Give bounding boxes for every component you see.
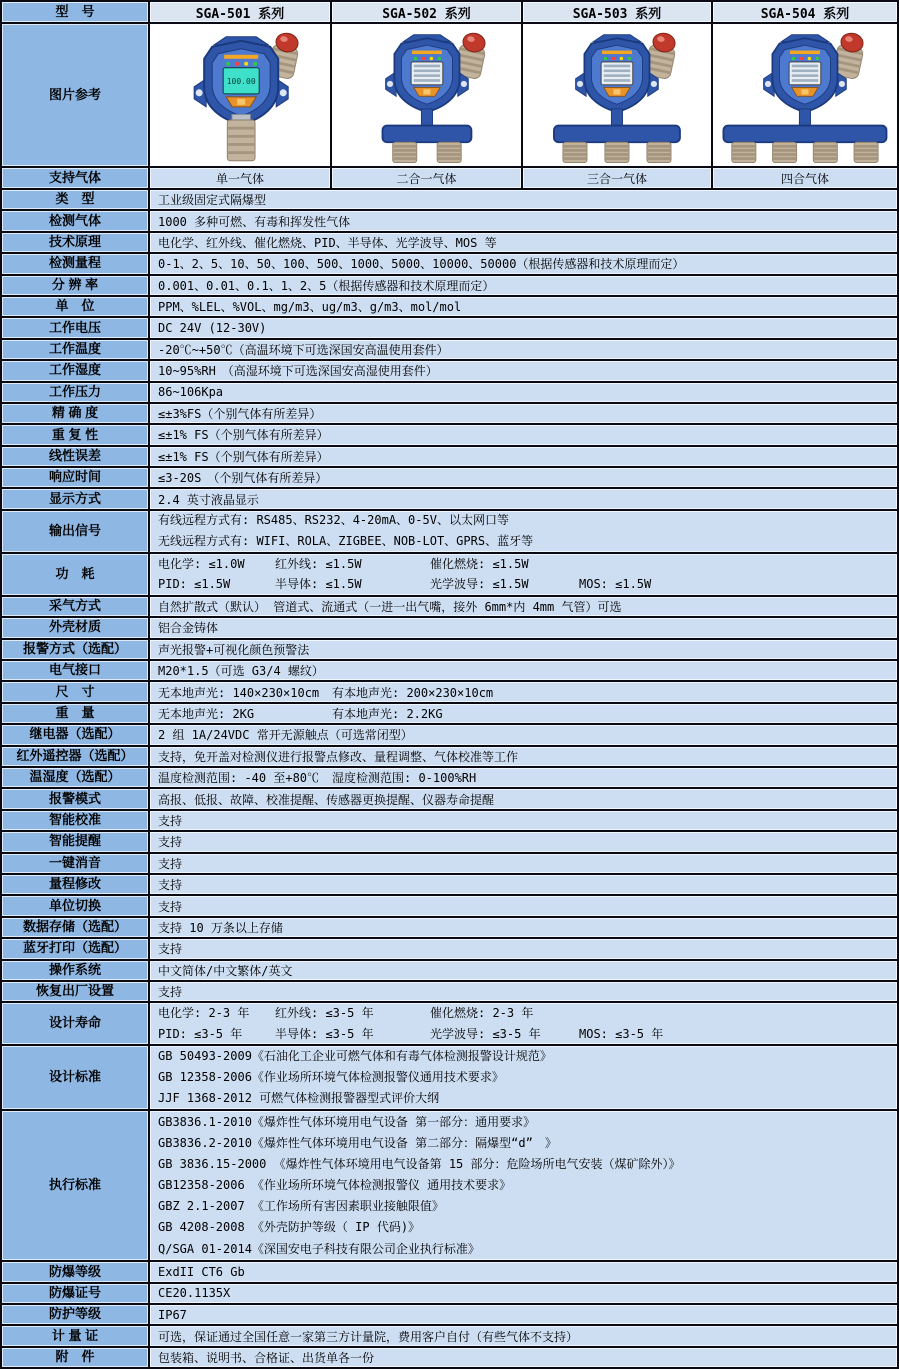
spec-row: [2, 509, 897, 552]
spec-value: [148, 982, 897, 1001]
spec-value: [148, 425, 897, 444]
spec-row: [2, 466, 897, 487]
supported-gas-value: 三合一气体: [521, 168, 711, 188]
spec-value: [148, 1111, 897, 1260]
spec-col: MOS: ≤1.5W: [579, 577, 652, 592]
spec-row: [2, 680, 897, 701]
spec-value: [148, 318, 897, 337]
spec-value: [148, 1305, 897, 1324]
spec-label: 蓝牙打印（选配）: [2, 939, 148, 958]
spec-text: 0-1、2、5、10、50、100、500、1000、5000、10000、50000（根据传感器和技术原理而定）: [158, 257, 685, 272]
spec-row: [2, 980, 897, 1001]
spec-col: 电化学: 2-3 年: [158, 1006, 250, 1021]
spec-row: [2, 423, 897, 444]
spec-line: GB3836.2-2010《爆炸性气体环境用电气设备 第二部分：隔爆型“d” 》: [158, 1136, 557, 1151]
spec-value: [148, 918, 897, 937]
spec-label: 温湿度（选配）: [2, 768, 148, 787]
spec-label: 类 型: [2, 190, 148, 209]
spec-value: [148, 811, 897, 830]
spec-row: [2, 745, 897, 766]
spec-row: [2, 359, 897, 380]
spec-text: ≤3-20S （个别气体有所差异）: [158, 471, 328, 486]
supported-gas-value: 四合气体: [711, 168, 897, 188]
spec-col: 光学波导: ≤1.5W: [430, 577, 529, 592]
spec-text: M20*1.5（可选 G3/4 螺纹）: [158, 664, 324, 679]
spec-line: 无线远程方式有: WIFI、ROLA、ZIGBEE、NOB-LOT、GPRS、蓝牙等: [158, 534, 534, 549]
spec-value: [148, 961, 897, 980]
spec-row: [2, 873, 897, 894]
spec-value: [148, 618, 897, 637]
spec-value: [148, 875, 897, 894]
spec-text: 支持: [158, 856, 183, 871]
spec-label: 一键消音: [2, 854, 148, 873]
spec-label: 防爆证号: [2, 1284, 148, 1303]
spec-row: [2, 809, 897, 830]
spec-row: [2, 445, 897, 466]
spec-row: [2, 830, 897, 851]
spec-text: 10~95%RH （高湿环境下可选深国安高湿使用套件）: [158, 364, 438, 379]
spec-part: 温度检测范围: -40 至+80℃: [158, 771, 320, 786]
image-row-label: 图片参考: [2, 24, 148, 166]
spec-col: 红外线: ≤1.5W: [275, 556, 362, 571]
spec-col-line: [158, 554, 897, 574]
spec-row: [2, 295, 897, 316]
spec-row: [2, 487, 897, 508]
spec-row: [2, 1109, 897, 1260]
gas-detector-three-sensor-image: [521, 24, 711, 166]
spec-row: [2, 316, 897, 337]
spec-value: [148, 361, 897, 380]
spec-label: 设计寿命: [2, 1003, 148, 1044]
spec-label: 功 耗: [2, 554, 148, 595]
spec-value: [148, 1326, 897, 1345]
spec-label: 计 量 证: [2, 1326, 148, 1345]
spec-parts: [158, 769, 897, 786]
svg-text:100.00: 100.00: [226, 76, 256, 86]
series-header: SGA-504 系列: [711, 2, 897, 22]
spec-text: 铝合金铸体: [158, 621, 219, 636]
spec-row: [2, 787, 897, 808]
spec-value: [148, 768, 897, 787]
spec-value: [148, 939, 897, 958]
spec-text: 支持: [158, 835, 183, 850]
spec-label: 工作压力: [2, 383, 148, 402]
spec-text: CE20.1135X: [158, 1286, 231, 1301]
spec-text: 工业级固定式隔爆型: [158, 193, 267, 208]
spec-col: 催化燃烧: 2-3 年: [430, 1006, 534, 1021]
spec-value: [148, 297, 897, 316]
spec-label: 单位切换: [2, 896, 148, 915]
spec-col-line: [158, 1003, 897, 1023]
spec-line: GBZ 2.1-2007 《工作场所有害因素职业接触限值》: [158, 1199, 444, 1214]
spec-label: 工作湿度: [2, 361, 148, 380]
spec-value: [148, 511, 897, 552]
spec-text: 支持 10 万条以上存储: [158, 920, 283, 935]
spec-line: GB 4208-2008 《外壳防护等级（ IP 代码)》: [158, 1220, 421, 1235]
spec-text: DC 24V (12-30V): [158, 321, 267, 336]
spec-label: 精 确 度: [2, 404, 148, 423]
spec-text: 高报、低报、故障、校准提醒、传感器更换提醒、仪器寿命提醒: [158, 792, 495, 807]
spec-value: [148, 1348, 897, 1367]
spec-row: [2, 959, 897, 980]
spec-value: [148, 704, 897, 723]
spec-col: PID: ≤1.5W: [158, 577, 231, 592]
spec-col: PID: ≤3-5 年: [158, 1026, 243, 1041]
spec-label: 恢复出厂设置: [2, 982, 148, 1001]
spec-row: [2, 1044, 897, 1109]
spec-text: 1000 多种可燃、有毒和挥发性气体: [158, 214, 351, 229]
spec-text: 支持，免开盖对检测仪进行报警点修改、量程调整、气体校准等工作: [158, 749, 519, 764]
spec-label: 单 位: [2, 297, 148, 316]
spec-row: [2, 1346, 897, 1367]
spec-value: [148, 854, 897, 873]
spec-parts: [158, 705, 897, 722]
spec-text: ExdII CT6 Gb: [158, 1264, 245, 1279]
spec-part: 湿度检测范围: 0-100%RH: [332, 771, 477, 786]
spec-row: [2, 188, 897, 209]
spec-text: PPM、%LEL、%VOL、mg/m3、ug/m3、g/m3、mol/mol: [158, 300, 462, 315]
spec-row: [2, 659, 897, 680]
spec-line: 有线远程方式有: RS485、RS232、4-20mA、0-5V、以太网口等: [158, 513, 509, 528]
spec-text: 中文简体/中文繁体/英文: [158, 963, 293, 978]
spec-label: 继电器（选配）: [2, 725, 148, 744]
spec-value: [148, 254, 897, 273]
spec-label: 防护等级: [2, 1305, 148, 1324]
spec-text: 0.001、0.01、0.1、1、2、5（根据传感器和技术原理而定）: [158, 278, 495, 293]
spec-row: [2, 702, 897, 723]
spec-label: 防爆等级: [2, 1262, 148, 1281]
spec-value: [148, 1284, 897, 1303]
spec-col-line: [158, 574, 897, 594]
spec-row: [2, 552, 897, 595]
spec-col: 光学波导: ≤3-5 年: [430, 1026, 541, 1041]
spec-parts: [158, 684, 897, 701]
spec-value: [148, 447, 897, 466]
spec-text: 自然扩散式（默认） 管道式、流通式（一进一出气嘴，接外 6mm*内 4mm 气管）可选: [158, 600, 622, 615]
spec-text: ≤±3%FS（个别气体有所差异）: [158, 407, 322, 422]
spec-row: [2, 595, 897, 616]
spec-label: 技术原理: [2, 233, 148, 252]
supported-gas-value: 二合一气体: [330, 168, 521, 188]
spec-label: 线性误差: [2, 447, 148, 466]
spec-label: 工作电压: [2, 318, 148, 337]
spec-row: [2, 381, 897, 402]
spec-row: [2, 894, 897, 915]
spec-row: [2, 937, 897, 958]
spec-text: 支持: [158, 813, 183, 828]
spec-row: [2, 274, 897, 295]
spec-label: 检测气体: [2, 211, 148, 230]
spec-part: 有本地声光: 200×230×10cm: [332, 685, 494, 700]
spec-line: GB 50493-2009《石油化工企业可燃气体和有毒气体检测报警设计规范》: [158, 1049, 552, 1064]
gas-detector-two-sensor-image: [330, 24, 521, 166]
supported-gas-label: 支持气体: [2, 168, 148, 188]
spec-value: [148, 383, 897, 402]
spec-label: 重 复 性: [2, 425, 148, 444]
spec-line: JJF 1368-2012 可燃气体检测报警器型式评价大纲: [158, 1091, 440, 1106]
spec-row: [2, 638, 897, 659]
spec-text: 86~106Kpa: [158, 385, 224, 400]
spec-label: 输出信号: [2, 511, 148, 552]
spec-col: 红外线: ≤3-5 年: [275, 1006, 374, 1021]
spec-label: 红外遥控器（选配）: [2, 747, 148, 766]
spec-line: GB3836.1-2010《爆炸性气体环境用电气设备 第一部分：通用要求》: [158, 1114, 536, 1129]
spec-col: MOS: ≤3-5 年: [579, 1026, 664, 1041]
spec-line: GB12358-2006 《作业场所环境气体检测报警仪 通用技术要求》: [158, 1178, 512, 1193]
spec-col: 催化燃烧: ≤1.5W: [430, 556, 529, 571]
spec-text: 2.4 英寸液晶显示: [158, 492, 259, 507]
spec-row: [2, 338, 897, 359]
spec-part: 无本地声光: 140×230×10cm: [158, 685, 320, 700]
spec-value: [148, 1003, 897, 1044]
spec-label: 电气接口: [2, 661, 148, 680]
spec-value: [148, 489, 897, 508]
spec-label: 智能校准: [2, 811, 148, 830]
spec-value: [148, 340, 897, 359]
spec-label: 显示方式: [2, 489, 148, 508]
spec-value: [148, 640, 897, 659]
model-row: [2, 2, 897, 22]
model-row-label: 型 号: [2, 2, 148, 22]
spec-row: [2, 1303, 897, 1324]
spec-label: 采气方式: [2, 597, 148, 616]
supported-gas-value: 单一气体: [148, 168, 330, 188]
spec-label: 外壳材质: [2, 618, 148, 637]
spec-row: [2, 1324, 897, 1345]
series-header: SGA-503 系列: [521, 2, 711, 22]
gas-detector-single-sensor-image: [148, 24, 330, 166]
spec-col-line: [158, 1024, 897, 1044]
spec-label: 智能提醒: [2, 832, 148, 851]
spec-label: 数据存储（选配）: [2, 918, 148, 937]
spec-text: 2 组 1A/24VDC 常开无源触点（可选常闭型）: [158, 728, 413, 743]
spec-value: [148, 682, 897, 701]
spec-row: [2, 1260, 897, 1281]
spec-label: 报警方式（选配）: [2, 640, 148, 659]
spec-value: [148, 896, 897, 915]
spec-text: 支持: [158, 878, 183, 893]
spec-label: 量程修改: [2, 875, 148, 894]
spec-col: 电化学: ≤1.0W: [158, 556, 245, 571]
spec-row: [2, 252, 897, 273]
spec-text: 支持: [158, 942, 183, 957]
spec-text: 电化学、红外线、催化燃烧、PID、半导体、光学波导、MOS 等: [158, 235, 497, 250]
spec-value: [148, 211, 897, 230]
spec-text: 声光报警+可视化颜色预警法: [158, 642, 310, 657]
image-row: [2, 22, 897, 166]
spec-label: 工作温度: [2, 340, 148, 359]
spec-label: 附 件: [2, 1348, 148, 1367]
spec-row: [2, 231, 897, 252]
spec-value: [148, 661, 897, 680]
spec-text: 可选，保证通过全国任意一家第三方计量院，费用客户自付（有些气体不支持）: [158, 1329, 579, 1344]
spec-value: [148, 832, 897, 851]
spec-text: 支持: [158, 899, 183, 914]
spec-text: 支持: [158, 985, 183, 1000]
spec-row: [2, 852, 897, 873]
spec-col: 半导体: ≤3-5 年: [275, 1026, 374, 1041]
series-header: SGA-502 系列: [330, 2, 521, 22]
spec-value: [148, 1262, 897, 1281]
spec-part: 无本地声光: 2KG: [158, 707, 255, 721]
spec-part: 有本地声光: 2.2KG: [332, 707, 443, 721]
spec-row: [2, 402, 897, 423]
spec-text: ≤±1% FS（个别气体有所差异）: [158, 428, 329, 443]
spec-line: Q/SGA 01-2014《深国安电子科技有限公司企业执行标准》: [158, 1241, 480, 1256]
spec-value: [148, 468, 897, 487]
spec-row: [2, 1282, 897, 1303]
spec-label: 检测量程: [2, 254, 148, 273]
spec-label: 操作系统: [2, 961, 148, 980]
spec-label: 设计标准: [2, 1046, 148, 1109]
supported-gas-row: [2, 166, 897, 188]
spec-col: 半导体: ≤1.5W: [275, 577, 362, 592]
spec-line: GB 12358-2006《作业场所环境气体检测报警仪通用技术要求》: [158, 1070, 504, 1085]
spec-value: [148, 597, 897, 616]
spec-value: [148, 554, 897, 595]
spec-value: [148, 747, 897, 766]
spec-label: 响应时间: [2, 468, 148, 487]
spec-value: [148, 276, 897, 295]
spec-label: 报警模式: [2, 789, 148, 808]
spec-row: [2, 616, 897, 637]
spec-row: [2, 766, 897, 787]
gas-detector-four-sensor-image: [711, 24, 897, 166]
spec-text: -20℃~+50℃（高温环境下可选深国安高温使用套件）: [158, 342, 449, 357]
spec-value: [148, 233, 897, 252]
spec-text: IP67: [158, 1307, 187, 1322]
spec-label: 重 量: [2, 704, 148, 723]
spec-label: 分 辨 率: [2, 276, 148, 295]
spec-value: [148, 1046, 897, 1109]
spec-value: [148, 190, 897, 209]
spec-value: [148, 404, 897, 423]
spec-row: [2, 723, 897, 744]
spec-row: [2, 916, 897, 937]
spec-label: 尺 寸: [2, 682, 148, 701]
spec-value: [148, 725, 897, 744]
spec-row: [2, 209, 897, 230]
spec-label: 执行标准: [2, 1111, 148, 1260]
series-header: SGA-501 系列: [148, 2, 330, 22]
spec-text: 包装箱、说明书、合格证、出货单各一份: [158, 1351, 375, 1366]
spec-line: GB 3836.15-2000 《爆炸性气体环境用电气设备第 15 部分：危险场所电气安装（煤矿除外）》: [158, 1157, 681, 1172]
spec-text: ≤±1% FS（个别气体有所差异）: [158, 449, 329, 464]
spec-value: [148, 789, 897, 808]
spec-row: [2, 1001, 897, 1044]
